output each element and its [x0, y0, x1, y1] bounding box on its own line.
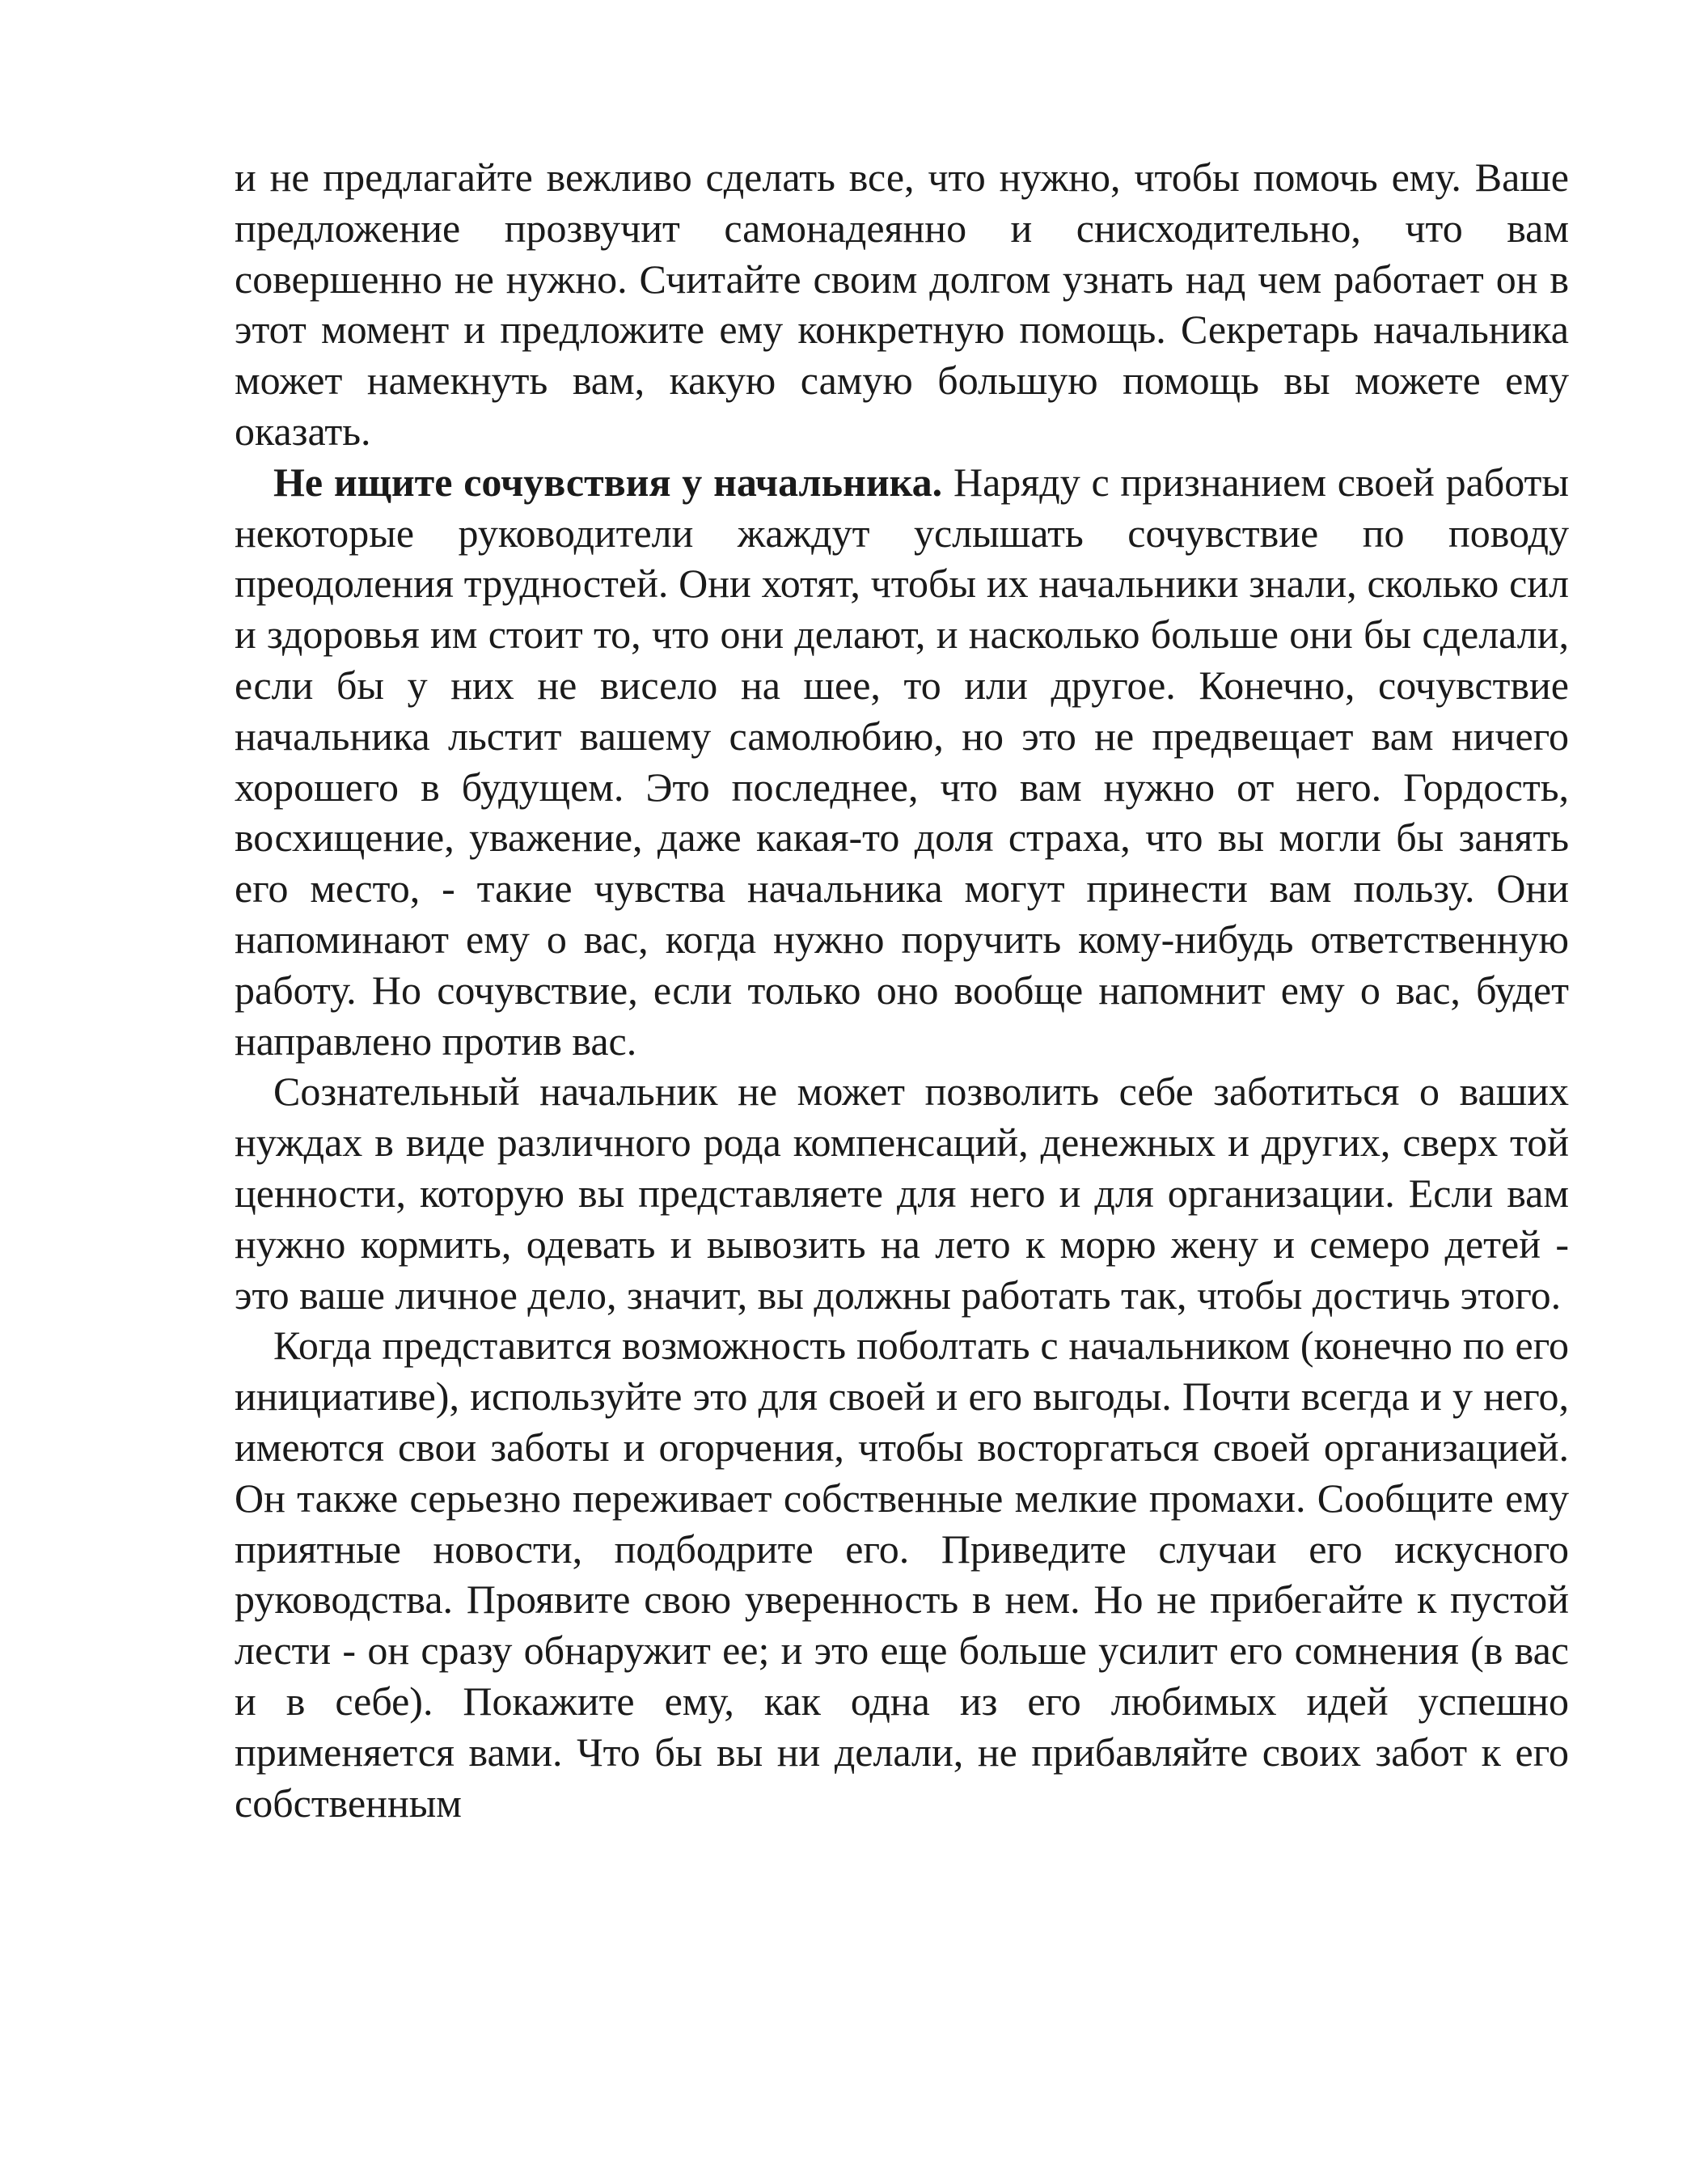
- paragraph-text: Сознательный начальник не может позволить себе заботиться о ваших нуждах в виде различного рода компенсаций, денежных и других, сверх той ценности, которую вы представляете для него и для организации. Если вам нужно кормить, одевать и вывозить на лето к морю жену и семеро детей - это ваше личное дело, значит, вы должны работать так, чтобы достичь этого.: [235, 1069, 1569, 1318]
- paragraph-text: и не предлагайте вежливо сделать все, что нужно, чтобы помочь ему. Ваше предложение прозвучит самонадеянно и снисходительно, что вам совершенно не нужно. Считайте своим долгом узнать над чем работает он в этот момент и предложите ему конкретную помощь. Секретарь начальника может намекнуть вам, какую самую большую помощь вы можете ему оказать.: [235, 154, 1569, 454]
- paragraph-text: Когда представится возможность поболтать с начальником (конечно по его инициативе), используйте это для своей и его выгоды. Почти всегда и у него, имеются свои заботы и огорчения, чтобы восторгаться своей организацией. Он также серьезно переживает собственные мелкие промахи. Сообщите ему приятные новости, подбодрите его. Приведите случаи его искусного руководства. Проявите свою уверенность в нем. Но не прибегайте к пустой лести - он сразу обнаружит ее; и это еще больше усилит его сомнения (в вас и в себе). Покажите ему, как одна из его любимых идей успешно применяется вами. Что бы вы ни делали, не прибавляйте своих забот к его собственным: [235, 1323, 1569, 1826]
- paragraph-needs: [235, 1066, 1569, 1320]
- paragraph-sympathy: [235, 457, 1569, 1067]
- paragraph-heading: Не ищите сочувствия у начальника.: [273, 459, 943, 505]
- paragraph-text: Наряду с признанием своей работы некоторые руководители жаждут услышать сочувствие по поводу преодоления трудностей. Они хотят, чтобы их начальники знали, сколько сил и здоровья им стоит то, что они делают, и насколько больше они бы сделали, если бы у них не висело на шее, то или другое. Конечно, сочувствие начальника льстит вашему самолюбию, но это не предвещает вам ничего хорошего в будущем. Это последнее, что вам нужно от него. Гордость, восхищение, уважение, даже какая-то доля страха, что вы могли бы занять его место, - такие чувства начальника могут принести вам пользу. Они напоминают ему о вас, когда нужно поручить кому-нибудь ответственную работу. Но сочувствие, если только оно вообще напомнит ему о вас, будет направлено против вас.: [235, 459, 1569, 1064]
- paragraph-conversation: [235, 1320, 1569, 1828]
- document-page: [235, 152, 1569, 1828]
- paragraph-continuation: [235, 152, 1569, 457]
